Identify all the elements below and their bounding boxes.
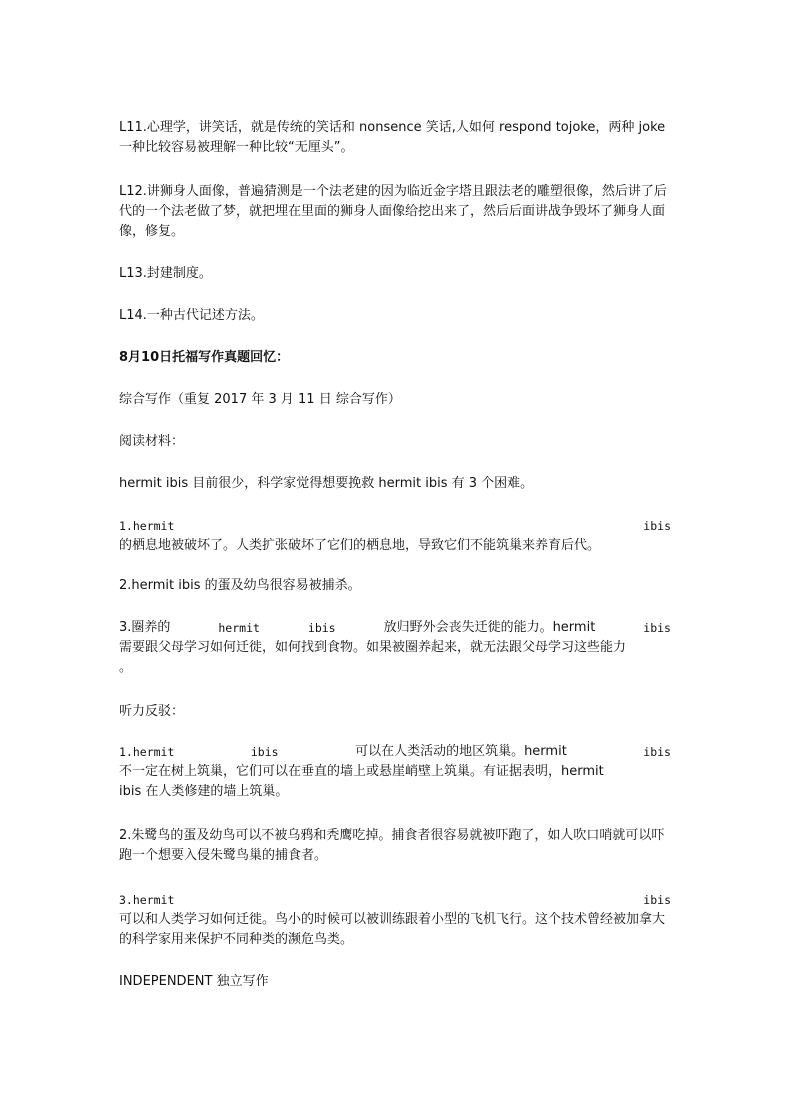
- listening-point-1-f: ibis 在人类修建的墙上筑巢。: [119, 784, 289, 799]
- reading-point-1: [119, 516, 671, 556]
- listening-point-3: [119, 890, 671, 950]
- paragraph-l11: L11.心理学，讲笑话，就是传统的笑话和 nonsence 笑话,人如何 respond tojoke，两种 joke 一种比较容易被理解一种比较“无厘头”。: [119, 120, 666, 155]
- listening-point-1-b: ibis: [250, 745, 279, 759]
- reading-point-1-b: ibis: [643, 519, 671, 533]
- reading-point-3-b: hermit: [218, 621, 260, 635]
- reading-label: 阅读材料：: [119, 434, 185, 449]
- listening-point-3-b: ibis: [643, 893, 671, 907]
- listening-point-3-c: 可以和人类学习如何迁徙。鸟小的时候可以被训练跟着小型的飞机飞行。这个技术曾经被加拿大的科学家用来保护不同种类的濒危鸟类。: [119, 912, 666, 947]
- reading-point-3-f: 需要跟父母学习如何迁徙，如何找到食物。如果被圈养起来，就无法跟父母学习这些能力: [119, 640, 627, 655]
- listening-point-1-c: 可以在人类活动的地区筑巢。hermit: [355, 744, 567, 759]
- reading-point-3-e: ibis: [643, 621, 671, 635]
- reading-point-3-c: ibis: [307, 621, 336, 635]
- listening-point-1-a: 1.hermit: [119, 745, 175, 759]
- listening-point-1: [119, 742, 671, 802]
- reading-point-3-d: 放归野外会丧失迁徙的能力。hermit: [383, 620, 596, 635]
- listening-point-2: 2.朱鹭鸟的蛋及幼鸟可以不被乌鸦和秃鹰吃掉。捕食者很容易就被吓跑了，如人吹口哨就可以吓跑一个想要入侵朱鹭鸟巢的捕食者。: [119, 828, 665, 863]
- reading-point-3-a: 3.圈养的: [119, 620, 171, 635]
- paragraph-l13: L13.封建制度。: [119, 266, 212, 281]
- listening-point-1-e: 不一定在树上筑巢，它们可以在垂直的墙上或悬崖峭壁上筑巢。有证据表明，hermit: [119, 764, 604, 779]
- reading-point-1-c: 的栖息地被破坏了。人类扩张破坏了它们的栖息地，导致它们不能筑巢来养育后代。: [119, 538, 601, 553]
- listening-point-1-d: ibis: [643, 745, 671, 759]
- reading-point-2: 2.hermit ibis 的蛋及幼鸟很容易被捕杀。: [119, 578, 361, 593]
- reading-intro: hermit ibis 目前很少，科学家觉得想要挽救 hermit ibis 有 3 个困难。: [119, 476, 534, 491]
- independent-writing-heading: INDEPENDENT 独立写作: [119, 974, 269, 989]
- listening-label: 听力反驳：: [119, 704, 185, 719]
- listening-point-3-a: 3.hermit: [119, 893, 175, 907]
- paragraph-l12: L12.讲狮身人面像，普遍猜测是一个法老建的因为临近金字塔且跟法老的雕塑很像，然后讲了后代的一个法老做了梦，就把埋在里面的狮身人面像给挖出来了，然后后面讲战争毁坏了狮身人面像，修复。: [119, 184, 667, 239]
- reading-point-1-a: 1.hermit: [119, 519, 175, 533]
- reading-point-3-g: 。: [119, 660, 133, 675]
- reading-point-3: [119, 618, 671, 678]
- paragraph-l14: L14.一种古代记述方法。: [119, 308, 264, 323]
- section-title: 8月10日托福写作真题回忆：: [119, 350, 290, 365]
- integrated-writing-heading: 综合写作（重复 2017 年 3 月 11 日 综合写作）: [119, 392, 401, 407]
